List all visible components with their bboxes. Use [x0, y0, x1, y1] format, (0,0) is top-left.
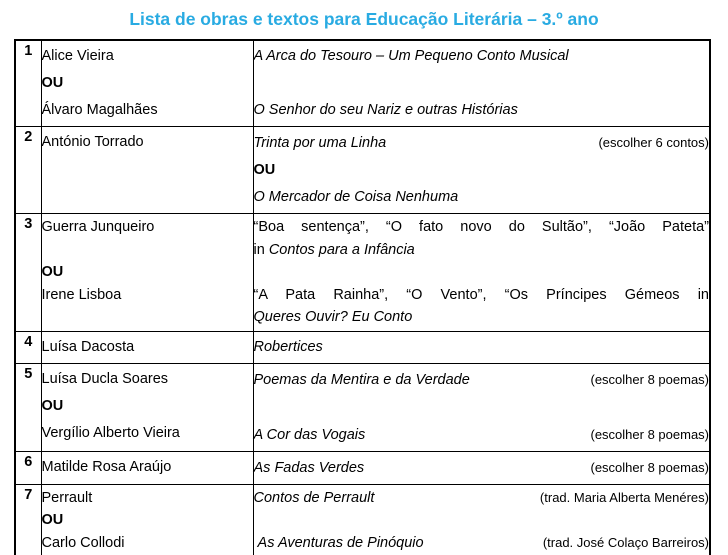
- row-number: 7: [15, 484, 41, 555]
- work-title-wrap: [254, 455, 365, 482]
- work-text: “Boa sentença”, “O fato novo do Sultão”, “João Pateta”: [253, 219, 709, 235]
- annotation: (escolher 8 poemas): [590, 426, 709, 442]
- author-name: Guerra Junqueiro: [41, 219, 155, 235]
- work-line: [254, 487, 710, 510]
- work-title: Contos de Perrault: [253, 489, 375, 506]
- row-number: 5: [15, 363, 41, 451]
- work-line: [254, 157, 710, 184]
- blank-line: [42, 239, 253, 262]
- blank-line: [254, 394, 710, 421]
- author-cell: [41, 484, 253, 555]
- annotation: (escolher 8 poemas): [590, 459, 709, 475]
- table-row: [15, 451, 710, 484]
- work-line: [254, 532, 710, 555]
- table-row: [15, 127, 710, 214]
- table-row: [15, 484, 710, 555]
- works-cell: [253, 214, 710, 332]
- row-number: 3: [15, 214, 41, 332]
- works-table-body: [15, 40, 710, 555]
- annotation: (escolher 6 contos): [598, 135, 709, 150]
- blank-line: [254, 509, 710, 532]
- work-line: [254, 184, 710, 211]
- annotation: (escolher 8 poemas): [590, 371, 709, 387]
- table-row: [15, 363, 710, 451]
- or-label: OU: [41, 397, 64, 414]
- work-title: Contos para a Infância: [268, 241, 415, 258]
- work-line: [254, 129, 710, 157]
- work-title: Poemas da Mentira e da Verdade: [253, 371, 470, 388]
- or-label: OU: [253, 162, 276, 178]
- works-cell: [253, 363, 710, 451]
- work-line: [254, 306, 710, 329]
- work-title: Queres Ouvir? Eu Conto: [253, 309, 413, 325]
- author-name: Alice Vieira: [41, 48, 114, 64]
- work-title-wrap: [254, 367, 470, 394]
- page-title: Lista de obras e textos para Educação Literária – 3.º ano: [129, 9, 599, 29]
- author-name: Irene Lisboa: [41, 286, 122, 303]
- author-name: Luísa Dacosta: [41, 338, 135, 355]
- work-title: A Cor das Vogais: [253, 426, 366, 443]
- work-title-wrap: [254, 532, 424, 555]
- works-cell: [253, 451, 710, 484]
- work-title: Trinta por uma Linha: [253, 135, 387, 151]
- work-text: “A Pata Rainha”, “O Vento”, “Os Príncipes Gémeos in: [253, 286, 709, 303]
- author-name: Carlo Collodi: [41, 534, 125, 551]
- works-cell: [253, 40, 710, 127]
- author-name: Álvaro Magalhães: [41, 102, 158, 118]
- author-name: António Torrado: [41, 134, 144, 150]
- work-line: [254, 454, 710, 482]
- works-cell: [253, 331, 710, 363]
- author-cell: [41, 40, 253, 127]
- work-line: [254, 239, 710, 262]
- or-label: OU: [41, 75, 64, 91]
- blank-line: [254, 70, 710, 97]
- author-cell: [41, 451, 253, 484]
- annotation: (trad. Maria Alberta Menéres): [539, 489, 709, 505]
- works-cell: [253, 484, 710, 555]
- works-cell: [253, 127, 710, 214]
- work-title: As Fadas Verdes: [253, 459, 365, 476]
- or-label: OU: [41, 264, 64, 280]
- or-label: OU: [41, 512, 64, 528]
- table-row: [15, 40, 710, 127]
- work-title: O Senhor do seu Nariz e outras Histórias: [253, 102, 518, 118]
- work-line: [254, 43, 710, 70]
- row-number: 2: [15, 127, 41, 214]
- work-line: [254, 421, 710, 449]
- author-name: Vergílio Alberto Vieira: [41, 424, 180, 441]
- work-line: [254, 366, 710, 394]
- work-line: [254, 216, 710, 239]
- author-cell: [41, 127, 253, 214]
- reading-list-table: [14, 39, 711, 555]
- work-title: A Arca do Tesouro – Um Pequeno Conto Musical: [253, 48, 569, 64]
- work-title: Robertices: [253, 338, 323, 355]
- work-title: As Aventuras de Pinóquio: [253, 534, 424, 551]
- work-title-wrap: [254, 487, 375, 510]
- author-cell: [41, 331, 253, 363]
- work-line: [254, 284, 710, 307]
- work-title: O Mercador de Coisa Nenhuma: [253, 189, 459, 205]
- table-row: [15, 331, 710, 363]
- author-cell: [41, 214, 253, 332]
- author-name: Luísa Ducla Soares: [41, 370, 169, 387]
- work-text: in: [253, 241, 269, 258]
- work-line: [254, 334, 710, 361]
- table-row: [15, 214, 710, 332]
- row-number: 1: [15, 40, 41, 127]
- author-name: Perrault: [41, 489, 93, 506]
- author-name: Matilde Rosa Araújo: [41, 458, 172, 475]
- work-line: [254, 97, 710, 124]
- work-title-wrap: [254, 130, 387, 157]
- row-number: 6: [15, 451, 41, 484]
- author-cell: [41, 363, 253, 451]
- row-number: 4: [15, 331, 41, 363]
- work-title-wrap: [254, 422, 366, 449]
- blank-line: [254, 261, 710, 284]
- annotation: (trad. José Colaço Barreiros): [542, 534, 709, 550]
